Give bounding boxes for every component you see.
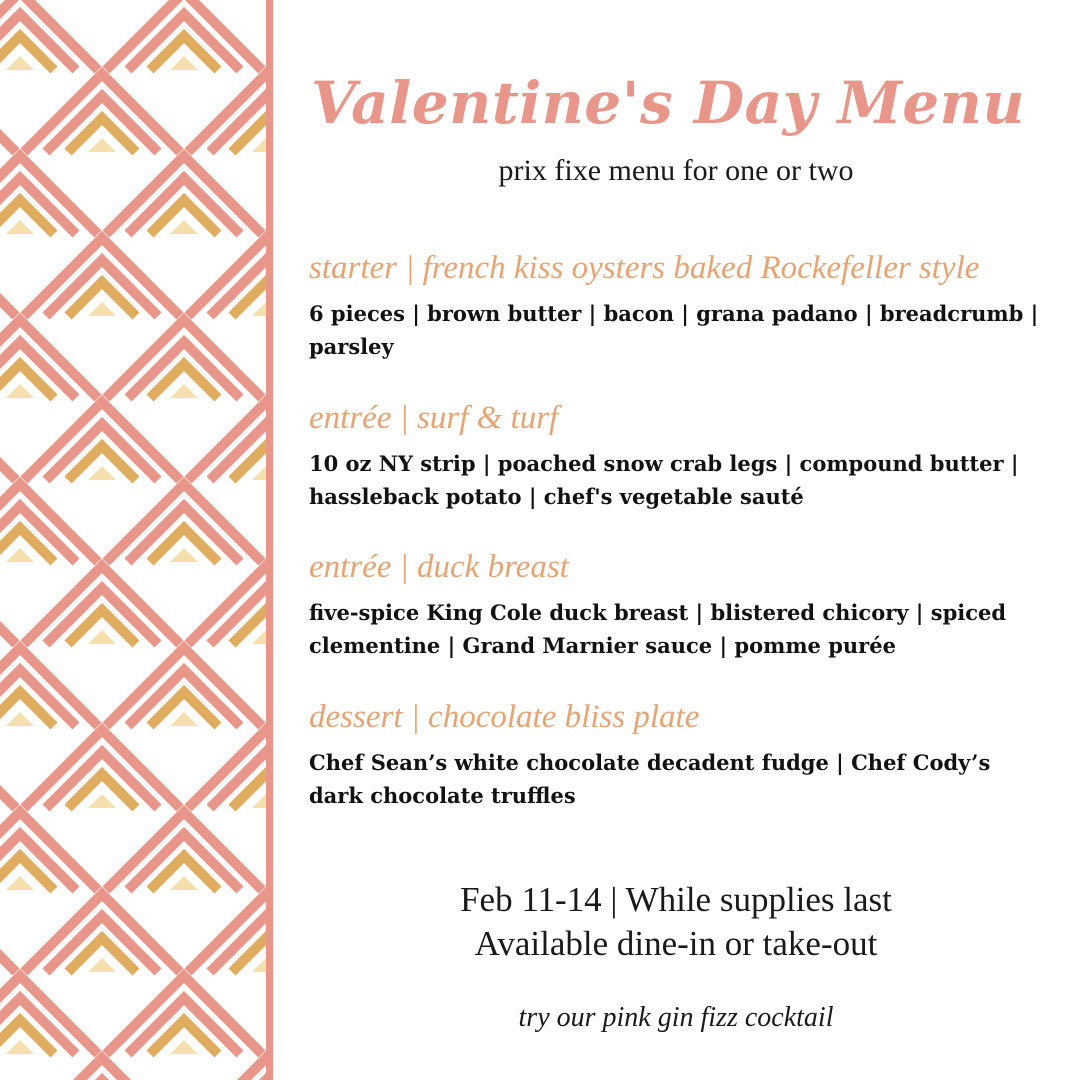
availability-service: Available dine-in or take-out — [474, 924, 878, 963]
menu-section-surf-turf — [309, 400, 1049, 513]
section-items: Chef Sean’s white chocolate decadent fudge | Chef Cody’s dark chocolate truffles — [309, 749, 991, 808]
section-items: five-spice King Cole duck breast | blistered chicory | spiced clementine | Grand Marnier sauce | pomme purée — [309, 599, 1007, 658]
cocktail-promo: try our pink gin fizz cocktail — [518, 1002, 834, 1033]
availability-dates: Feb 11-14 | While supplies last — [460, 880, 892, 919]
menu-subtitle: prix fixe menu for one or two — [498, 154, 854, 187]
pattern-border-stripe — [266, 0, 273, 1080]
section-heading: dessert | chocolate bliss plate — [309, 699, 700, 735]
menu-title: Valentine's Day Menu — [310, 69, 1026, 137]
section-heading: entrée | duck breast — [309, 549, 569, 585]
menu-section-dessert — [309, 699, 1049, 812]
availability-info — [273, 878, 1079, 966]
chevron-pattern — [0, 0, 266, 1080]
decorative-pattern-panel — [0, 0, 266, 1080]
menu-section-duck-breast — [309, 549, 1049, 662]
section-items: 10 oz NY strip | poached snow crab legs | compound butter | hassleback potato | chef's vegetable sauté — [309, 450, 1019, 509]
menu-section-starter — [309, 250, 1049, 363]
section-items: 6 pieces | brown butter | bacon | grana padano | breadcrumb | parsley — [309, 300, 1039, 359]
section-heading: starter | french kiss oysters baked Rockefeller style — [309, 250, 980, 286]
section-heading: entrée | surf & turf — [309, 400, 559, 436]
menu-content — [273, 0, 1080, 1080]
